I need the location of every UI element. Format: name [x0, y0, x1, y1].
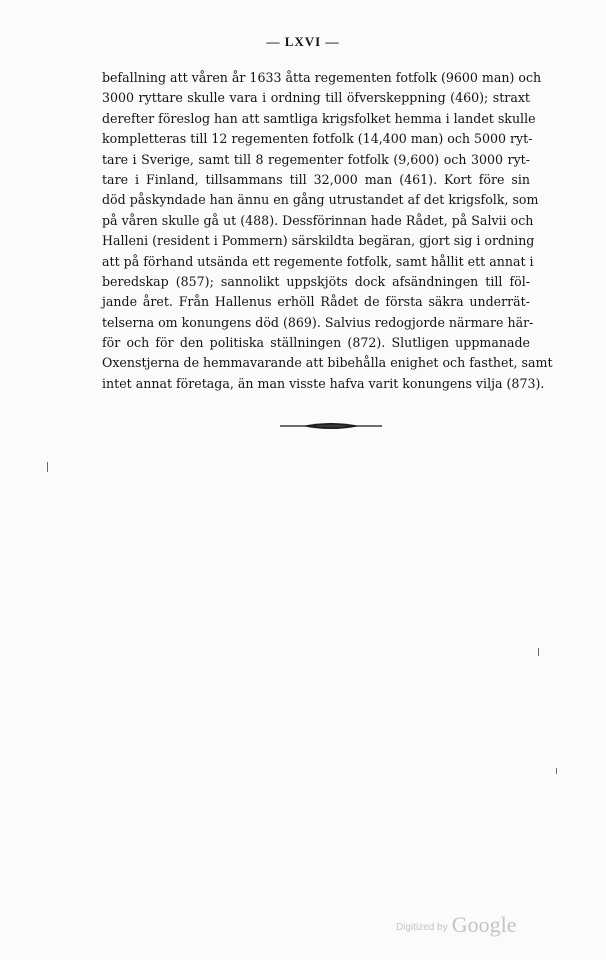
text-line: befallning att våren år 1633 åtta regementen fotfolk (9600 man) och — [102, 70, 542, 85]
text-line: kompletteras till 12 regementen fotfolk (14,400 man) och 5000 ryt- — [102, 131, 533, 147]
google-logo: Google — [451, 912, 517, 937]
body-text — [102, 68, 553, 394]
text-line: jande året. Från Hallenus erhöll Rådet de första säkra underrät- — [102, 294, 530, 310]
page-speck — [538, 648, 539, 656]
text-line: Oxenstjerna de hemmavarande att bibehålla enighet och fasthet, samt — [102, 355, 553, 371]
page-number-header: — LXVI — — [266, 34, 340, 49]
text-line: för och för den politiska ställningen (872). Slutligen uppmanade — [102, 335, 530, 351]
digitized-by-google-watermark — [396, 912, 516, 938]
ornamental-divider — [280, 420, 382, 432]
text-line: att på förhand utsända ett regemente fotfolk, samt hållit ett annat i — [102, 253, 534, 269]
page-speck — [47, 462, 48, 472]
text-line: Halleni (resident i Pommern) särskildta begäran, gjort sig i ordning — [102, 233, 535, 249]
text-line: på våren skulle gå ut (488). Dessförinnan hade Rådet, på Salvii och — [102, 212, 534, 228]
text-line: död påskyndade han ännu en gång utrustandet af det krigsfolk, som — [102, 192, 539, 208]
text-line: 3000 ryttare skulle vara i ordning till öfverskeppning (460); straxt — [102, 90, 530, 106]
text-line: tare i Sverige, samt till 8 regementer fotfolk (9,600) och 3000 ryt- — [102, 151, 530, 167]
watermark-prefix: Digitized by — [396, 922, 448, 933]
page-speck — [556, 768, 557, 774]
text-line: beredskap (857); sannolikt uppskjöts dock afsändningen till föl- — [102, 273, 530, 289]
text-line: intet annat företaga, än man visste hafva varit konungens vilja (873). — [102, 375, 545, 391]
text-line: tare i Finland, tillsammans till 32,000 man (461). Kort före sin — [102, 171, 530, 187]
text-line: telserna om konungens död (869). Salvius redogjorde närmare här- — [102, 314, 534, 330]
text-line: derefter föreslog han att samtliga krigsfolket hemma i landet skulle — [102, 110, 536, 126]
